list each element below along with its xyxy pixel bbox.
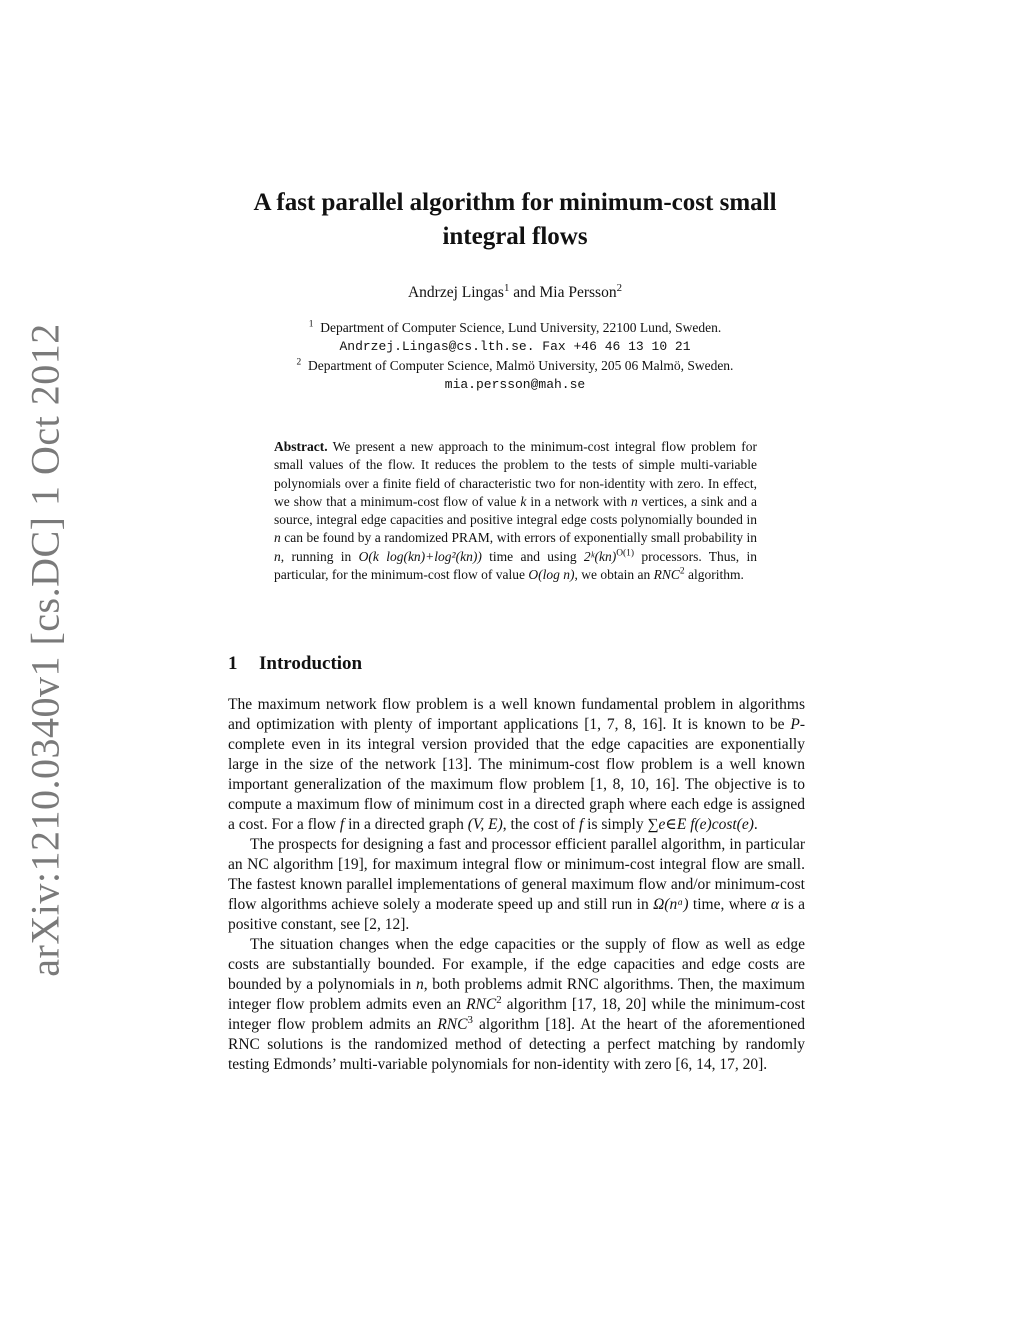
paragraph-text: The maximum network flow problem is a well known fundamental problem in algorithms and optimization with plenty of important applications [1, 7, 8, 16]. It is known to be [228,696,805,733]
paragraph-2 [228,835,805,935]
author-conjunction: and [513,284,536,301]
paper-title [200,186,830,254]
paragraph-text: The situation changes when the edge capacities or the supply of flow as well as edge costs are substantially bounded. For example, if the edge capacities and edge costs are bounded by a polynomials in [228,936,805,993]
math-rnc-exponent: 2 [496,993,502,1006]
abstract-text: , we obtain an [574,567,654,583]
math-n: n [630,493,638,509]
section-number: 1 [228,653,238,674]
paragraph-1 [228,695,805,835]
title-line-2: integral flows [442,223,588,250]
abstract-label: Abstract. [274,439,328,454]
paragraph-text: , both problems admit RNC algorithms. Then, the maximum integer flow problem admits even an [228,976,805,1013]
math-P: P [790,716,800,733]
math-omega: Ω(nᵅ) [653,896,689,913]
author-list [200,281,830,302]
section-title: Introduction [259,653,363,674]
math-rnc: RNC [653,567,680,583]
arxiv-stamp-text: arXiv:1210.0340v1 [cs.DC] 1 Oct 2012 [22,323,68,977]
abstract-text: time and using [481,548,584,564]
affiliation-1-contact: Andrzej.Lingas@cs.lth.se. Fax +46 46 13 10 21 [339,339,691,354]
paragraph-text: is a positive constant, see [2, 12]. [228,896,806,933]
paragraph-text: The prospects for designing a fast and processor efficient parallel algorithm, in particular an NC algorithm [19], for maximum integral flow or minimum-cost integral flow are small. The fastest known parallel implementations of general maximum flow and/or minimum-cost flow algorithms achieve solely a moderate speed up and still run in [228,836,805,913]
affiliation-2 [200,358,830,374]
affiliation-2-text: Department of Computer Science, Malmö University, 205 06 Malmö, Sweden. [308,358,734,373]
author-2: Mia Persson [539,284,617,301]
abstract-text: We present a new approach to the minimum-cost integral flow problem for small values of the flow. It reduces the problem to the tests of simple multi-variable polynomials over a finite field of characteristic two for non-identity with zero. In effect, we show that a minimum-cost flow of value [274,439,757,509]
abstract-text: algorithm. [684,567,744,583]
abstract-text: vertices, a sink and a source, integral edge capacities and positive integral edge costs polynomially bounded in [274,493,757,528]
paragraph-text: . [753,816,758,833]
math-alpha: α [770,896,780,913]
math-processor-exponent: O(1) [616,548,635,559]
math-n: n [274,530,281,546]
affiliation-1-mark: 1 [308,319,314,330]
math-k: k [520,493,527,509]
math-rnc: RNC [466,996,497,1013]
abstract-text: , running in [280,548,359,564]
affiliation-2-contact: mia.persson@mah.se [444,377,586,392]
math-f: f [339,816,345,833]
math-cost-sum: ∑e∈E f(e)cost(e) [647,816,754,833]
paragraph-text: is simply [583,816,648,833]
math-n: n [274,548,281,564]
math-value-bound: O(log n) [528,567,575,583]
abstract-text: can be found by a randomized PRAM, with errors of exponentially small probability in [280,530,757,546]
math-rnc: RNC [437,1016,468,1033]
affiliation-2-mark: 2 [296,357,302,368]
title-line-1: A fast parallel algorithm for minimum-cost small [253,189,777,216]
math-rnc-exponent: 3 [467,1013,473,1026]
abstract-text: in a network with [526,493,631,509]
author-2-mark: 2 [616,281,623,294]
paragraph-text: algorithm [18]. At the heart of the aforementioned RNC solutions is the randomized method of detecting a perfect matching by randomly testing Edmonds’ multi-variable polynomials for non-identity with zero [6, 14, 17, 20]. [228,1016,805,1073]
math-rnc-exponent: 2 [679,566,685,577]
math-processor-bound: 2ᵏ(kn) [583,548,617,564]
body-text [228,695,805,1075]
abstract-text: processors. Thus, in particular, for the minimum-cost flow of value [274,548,758,583]
paragraph-text: algorithm [17, 18, 20] while the minimum-cost integer flow problem admits an [228,996,805,1033]
abstract [274,438,757,584]
paragraph-text: time, where [688,896,771,913]
paragraph-3 [228,935,805,1075]
section-heading [228,653,362,675]
paragraph-text: -complete even in its integral version provided that the edge capacities are exponentially large in the size of the network [13]. The minimum-cost flow problem is a well known important generalization of the maximum flow problem [1, 8, 10, 16]. The objective is to compute a maximum flow of minimum cost in a directed graph where each edge is assigned a cost. For a flow [228,716,805,833]
author-1-mark: 1 [503,281,510,294]
affiliation-1 [200,320,830,336]
math-time-bound: O(k log(kn)+log²(kn)) [358,548,482,564]
paragraph-text: in a directed graph [344,816,468,833]
paragraph-text: , the cost of [502,816,579,833]
math-n: n [415,976,424,993]
author-1: Andrzej Lingas [407,284,504,301]
affiliation-1-text: Department of Computer Science, Lund University, 22100 Lund, Sweden. [320,320,722,335]
math-graph: (V, E) [467,816,503,833]
arxiv-stamp [20,323,70,977]
math-f: f [578,816,584,833]
